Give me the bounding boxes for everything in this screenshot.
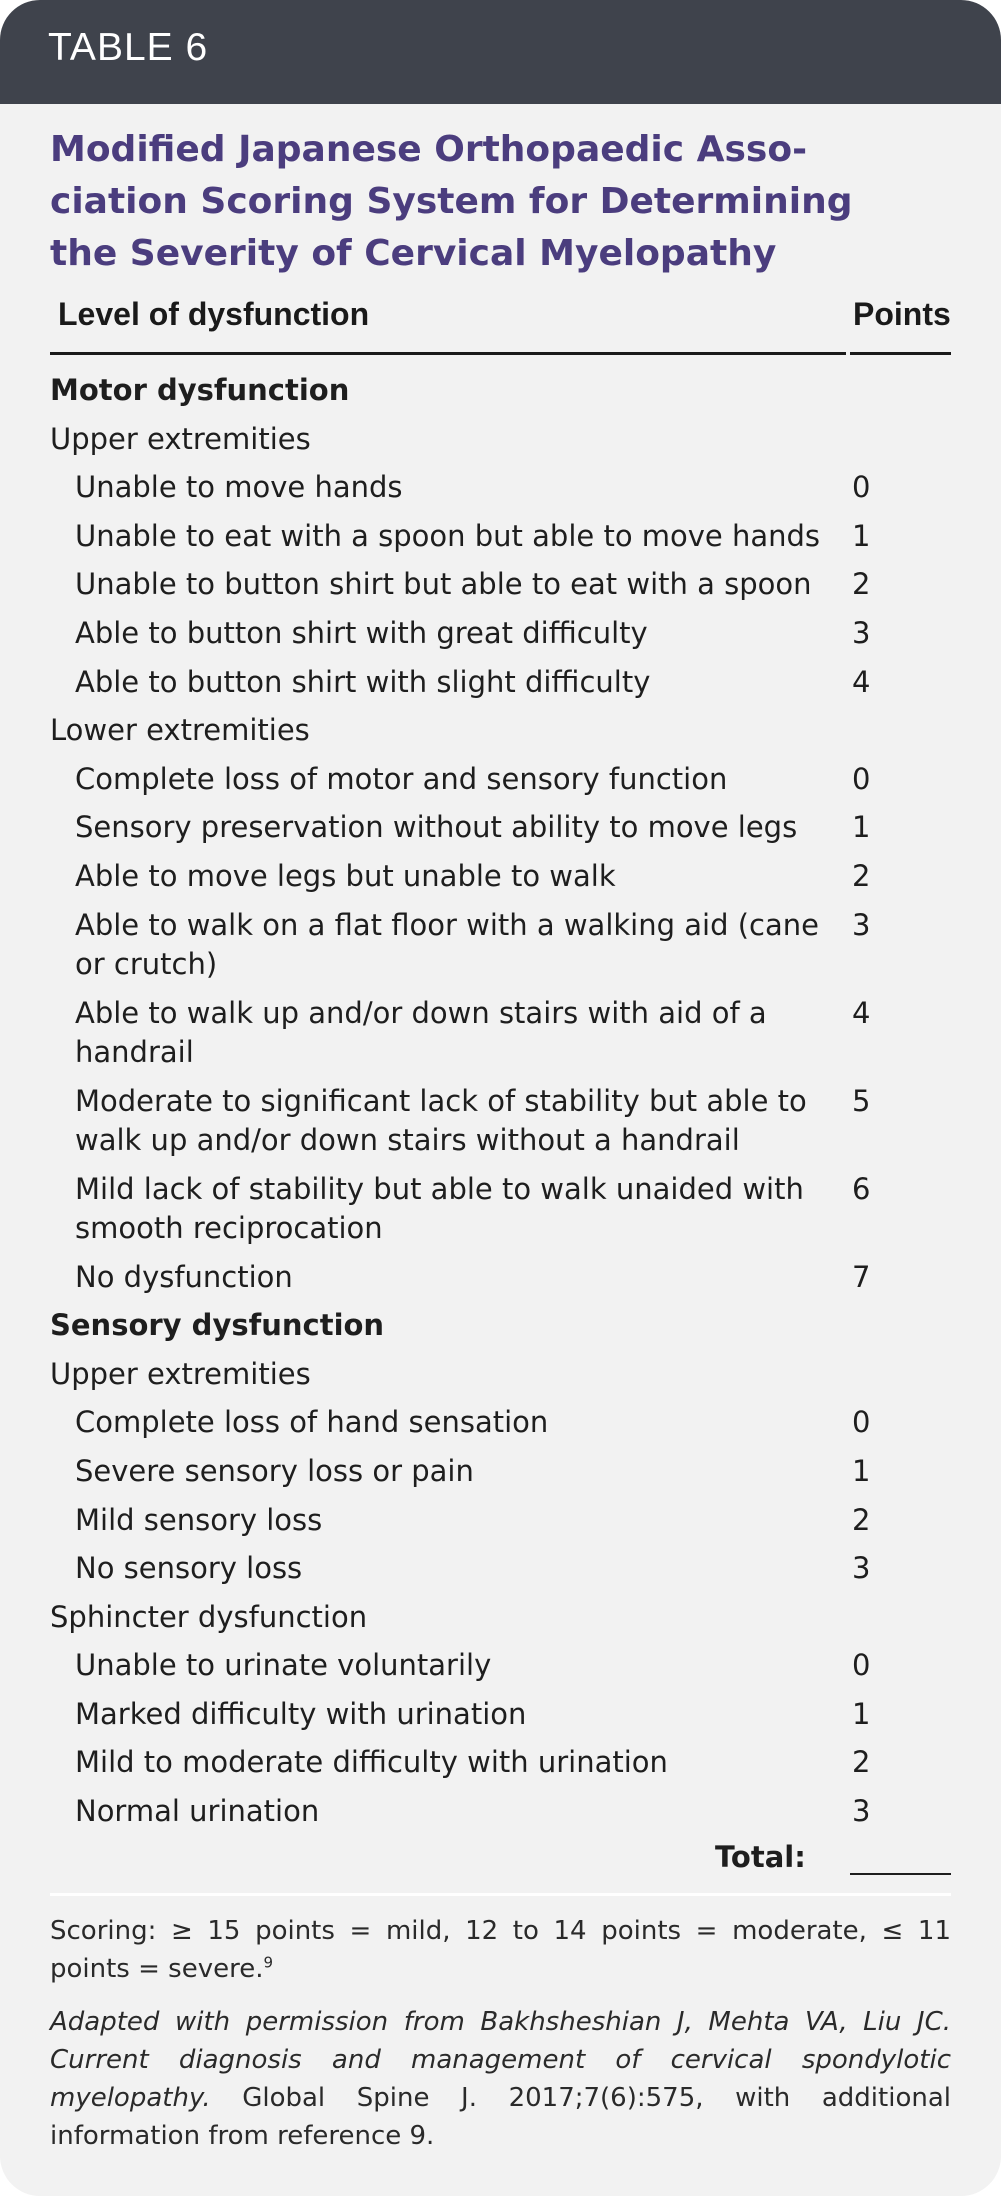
section-row <box>50 366 951 415</box>
table-row <box>50 1077 951 1165</box>
table-row <box>50 658 951 707</box>
credit-journal: Global Spine J. 2017;7(6):575, with additional information from reference 9. <box>50 2083 951 2151</box>
total-blank-line <box>850 1873 951 1875</box>
row-points: 1 <box>852 1696 871 1731</box>
table-row <box>50 1496 951 1545</box>
header-rule <box>850 352 951 355</box>
row-points: 2 <box>852 1745 871 1780</box>
row-label: No sensory loss <box>75 1551 303 1586</box>
credit-citation: Adapted with permission from Bakhsheshian J, Mehta VA, Liu JC. Current diagnosis and management of cervical spondylotic myelopathy. <box>50 2007 951 2113</box>
title-line: ciation Scoring System for Determining <box>50 181 853 222</box>
row-label: Severe sensory loss or pain <box>75 1453 474 1488</box>
table-header <box>50 288 951 356</box>
table-row <box>50 989 951 1077</box>
row-points: 2 <box>852 567 871 602</box>
row-label: Unable to button shirt but able to eat with a spoon <box>75 567 812 602</box>
row-label: Able to walk up and/or down stairs with aid of a handrail <box>75 995 767 1069</box>
row-points: 2 <box>852 1502 871 1537</box>
row-points: 4 <box>852 664 871 699</box>
table-body <box>50 366 951 1836</box>
row-label: Unable to urinate voluntarily <box>75 1648 492 1683</box>
row-label: Lower extremities <box>50 713 310 748</box>
row-points: 0 <box>852 1405 871 1440</box>
row-label: Able to walk on a flat floor with a walking aid (cane or crutch) <box>75 907 819 981</box>
row-points: 3 <box>852 907 871 942</box>
row-label: Able to button shirt with slight difficulty <box>75 664 651 699</box>
table-banner <box>0 0 1001 104</box>
scoring-text: Scoring: ≥ 15 points = mild, 12 to 14 points = moderate, ≤ 11 points = severe. <box>50 1916 951 1984</box>
row-label: Moderate to significant lack of stability but able to walk up and/or down stairs without a handrail <box>75 1083 807 1157</box>
row-points: 7 <box>852 1259 871 1294</box>
table-row <box>50 901 951 989</box>
table-number: TABLE 6 <box>48 26 209 69</box>
table-row <box>50 560 951 609</box>
row-points: 0 <box>852 470 871 505</box>
row-points: 1 <box>852 810 871 845</box>
table-title <box>50 124 950 280</box>
table-row <box>50 852 951 901</box>
row-label: Mild sensory loss <box>75 1502 323 1537</box>
title-line: the Severity of Cervical Myelopathy <box>50 233 777 274</box>
row-points: 0 <box>852 1648 871 1683</box>
table-row <box>50 512 951 561</box>
row-label: Unable to eat with a spoon but able to move hands <box>75 518 821 553</box>
table-row <box>50 609 951 658</box>
table-row <box>50 1544 951 1593</box>
table-row <box>50 1690 951 1739</box>
table-row <box>50 1447 951 1496</box>
row-points: 0 <box>852 761 871 796</box>
table-row <box>50 1641 951 1690</box>
row-points: 6 <box>852 1171 871 1206</box>
row-points: 3 <box>852 1794 871 1829</box>
row-label: Able to move legs but unable to walk <box>75 858 616 893</box>
row-label: Upper extremities <box>50 421 311 456</box>
header-level-of-dysfunction: Level of dysfunction <box>58 296 370 332</box>
table-row <box>50 755 951 804</box>
row-points: 3 <box>852 1551 871 1586</box>
table-row <box>50 1738 951 1787</box>
total-row <box>50 1832 951 1882</box>
row-label: Sphincter dysfunction <box>50 1599 368 1634</box>
scoring-note <box>50 1912 951 1988</box>
group-row <box>50 415 951 464</box>
row-label: Able to button shirt with great difficulty <box>75 615 648 650</box>
source-credit <box>50 2003 951 2155</box>
table-row <box>50 463 951 512</box>
table-row <box>50 803 951 852</box>
table-row <box>50 1398 951 1447</box>
total-label: Total: <box>715 1840 806 1874</box>
row-points: 1 <box>852 518 871 553</box>
row-label: Sensory dysfunction <box>50 1308 385 1343</box>
row-points: 1 <box>852 1453 871 1488</box>
table-row <box>50 1165 951 1253</box>
row-points: 3 <box>852 615 871 650</box>
row-label: Upper extremities <box>50 1356 311 1391</box>
row-label: Complete loss of hand sensation <box>75 1405 549 1440</box>
group-row <box>50 1593 951 1642</box>
group-row <box>50 1350 951 1399</box>
row-label: Mild to moderate difficulty with urination <box>75 1745 668 1780</box>
row-label: No dysfunction <box>75 1259 293 1294</box>
header-rule <box>50 352 846 355</box>
row-label: Marked difficulty with urination <box>75 1696 527 1731</box>
section-row <box>50 1301 951 1350</box>
row-label: Unable to move hands <box>75 470 403 505</box>
row-points: 4 <box>852 995 871 1030</box>
table-row <box>50 1787 951 1836</box>
table-row <box>50 1253 951 1302</box>
row-label: Motor dysfunction <box>50 373 350 407</box>
row-label: Mild lack of stability but able to walk unaided with smooth reciprocation <box>75 1171 804 1245</box>
row-label: Complete loss of motor and sensory function <box>75 761 728 796</box>
row-label: Sensory preservation without ability to move legs <box>75 810 798 845</box>
row-points: 5 <box>852 1083 871 1118</box>
group-row <box>50 706 951 755</box>
scoring-reference: 9 <box>263 1953 274 1972</box>
footnote-divider <box>50 1893 951 1896</box>
row-points: 2 <box>852 858 871 893</box>
title-line: Modified Japanese Orthopaedic Asso- <box>50 129 808 170</box>
header-points: Points <box>853 296 951 332</box>
row-label: Normal urination <box>75 1794 320 1829</box>
